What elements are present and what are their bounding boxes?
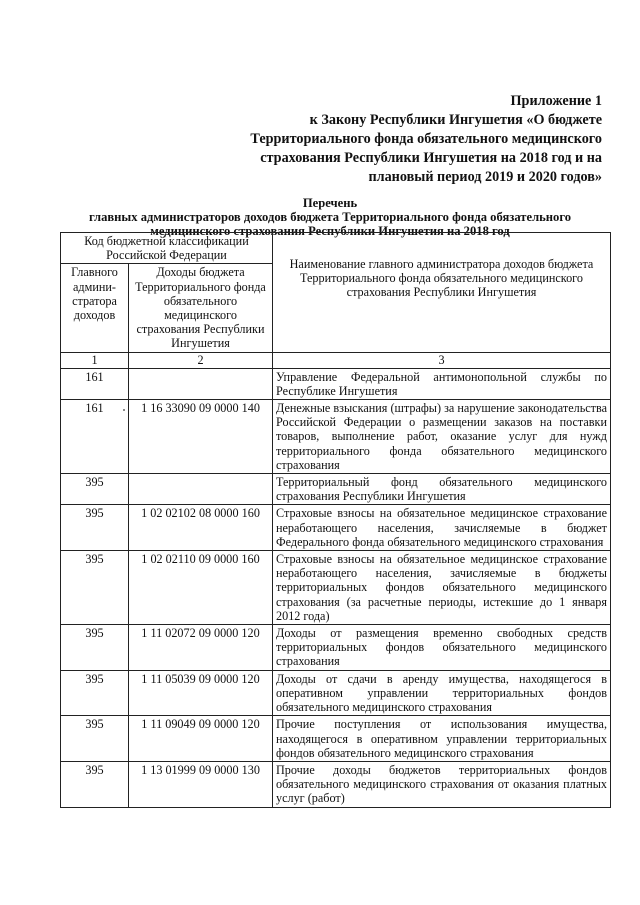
administrator-name: Прочие поступления от использования имущества, находящегося в оперативном управлении территориальных фондов обязательного медицинского страхования	[273, 716, 611, 762]
header-fund-revenues: Доходы бюджета Территориального фонда обязательного медицинского страхования Республики Ингушетия	[129, 264, 273, 352]
admin-code: 395	[61, 474, 129, 505]
appendix-line: Приложение 1	[510, 93, 602, 109]
table-row	[61, 716, 611, 762]
administrator-name: Прочие доходы бюджетов территориальных фондов обязательного медицинского страхования от оказания платных услуг (работ)	[273, 761, 611, 807]
admin-code: 395	[61, 761, 129, 807]
table-row	[61, 400, 611, 474]
revenue-code	[129, 474, 273, 505]
revenue-code: 1 02 02110 09 0000 160	[129, 551, 273, 625]
administrator-name: Страховые взносы на обязательное медицинское страхование неработающего населения, зачисляемые в бюджеты территориальных фондов обязательного медицинского страхования (за расчетные периоды, истекшие до 1 января 2012 года)	[273, 551, 611, 625]
appendix-line: Территориального фонда обязательного медицинского	[250, 131, 602, 147]
admin-code: 161	[61, 368, 129, 399]
header-administrator-name: Наименование главного администратора доходов бюджета Территориального фонда обязательного медицинского страхования Республики Ингушетия	[273, 233, 611, 353]
admin-code: 395	[61, 551, 129, 625]
appendix-line: страхования Республики Ингушетия на 2018 год и на	[260, 150, 602, 166]
table-row	[61, 474, 611, 505]
appendix-line: плановый период 2019 и 2020 годов»	[368, 169, 602, 185]
admin-code: 395	[61, 716, 129, 762]
revenue-code: 1 11 02072 09 0000 120	[129, 625, 273, 671]
administrator-name: Страховые взносы на обязательное медицинское страхование неработающего населения, зачисляемые в бюджет Федерального фонда обязательного медицинского страхования	[273, 505, 611, 551]
table-row	[61, 368, 611, 399]
revenue-code: 1 11 09049 09 0000 120	[129, 716, 273, 762]
administrator-name: Денежные взыскания (штрафы) за нарушение законодательства Российской Федерации о размещении заказов на поставки товаров, выполнение работ, оказание услуг для нужд территориального фонда обязательного медицинского страхования	[273, 400, 611, 474]
title-line: медицинского страхования Республики Ингушетия на 2018 год	[150, 224, 510, 238]
table-row	[61, 670, 611, 716]
title-line: Перечень	[302, 196, 358, 210]
admin-code: 395	[61, 670, 129, 716]
column-number: 2	[129, 352, 273, 368]
admin-code: 395	[61, 505, 129, 551]
title-line: главных администраторов доходов бюджета Территориального фонда обязательного	[88, 210, 572, 224]
administrators-table	[60, 232, 611, 808]
administrator-name: Доходы от размещения временно свободных средств территориальных фондов обязательного медицинского страхования	[273, 625, 611, 671]
administrator-name: Доходы от сдачи в аренду имущества, находящегося в оперативном управлении территориальных фондов обязательного медицинского страхования	[273, 670, 611, 716]
scan-speck	[123, 409, 125, 411]
header-row	[61, 233, 611, 264]
appendix-header	[182, 92, 602, 187]
revenue-code: 1 11 05039 09 0000 120	[129, 670, 273, 716]
revenue-code: 1 02 02102 08 0000 160	[129, 505, 273, 551]
header-main-administrator: Главного админи-стратора доходов	[61, 264, 129, 352]
revenue-code: 1 16 33090 09 0000 140	[129, 400, 273, 474]
administrator-name: Территориальный фонд обязательного медицинского страхования Республики Ингушетия	[273, 474, 611, 505]
table-row	[61, 625, 611, 671]
revenue-code: 1 13 01999 09 0000 130	[129, 761, 273, 807]
revenue-code	[129, 368, 273, 399]
administrator-name: Управление Федеральной антимонопольной службы по Республике Ингушетия	[273, 368, 611, 399]
column-number: 3	[273, 352, 611, 368]
appendix-line: к Закону Республики Ингушетия «О бюджете	[309, 112, 602, 128]
header-budget-classification: Код бюджетной классификации Российской Федерации	[61, 233, 273, 264]
table-row	[61, 551, 611, 625]
admin-code: 395	[61, 625, 129, 671]
table-row	[61, 761, 611, 807]
column-numbers-row	[61, 352, 611, 368]
table-row	[61, 505, 611, 551]
column-number: 1	[61, 352, 129, 368]
admin-code: 161	[61, 400, 129, 474]
